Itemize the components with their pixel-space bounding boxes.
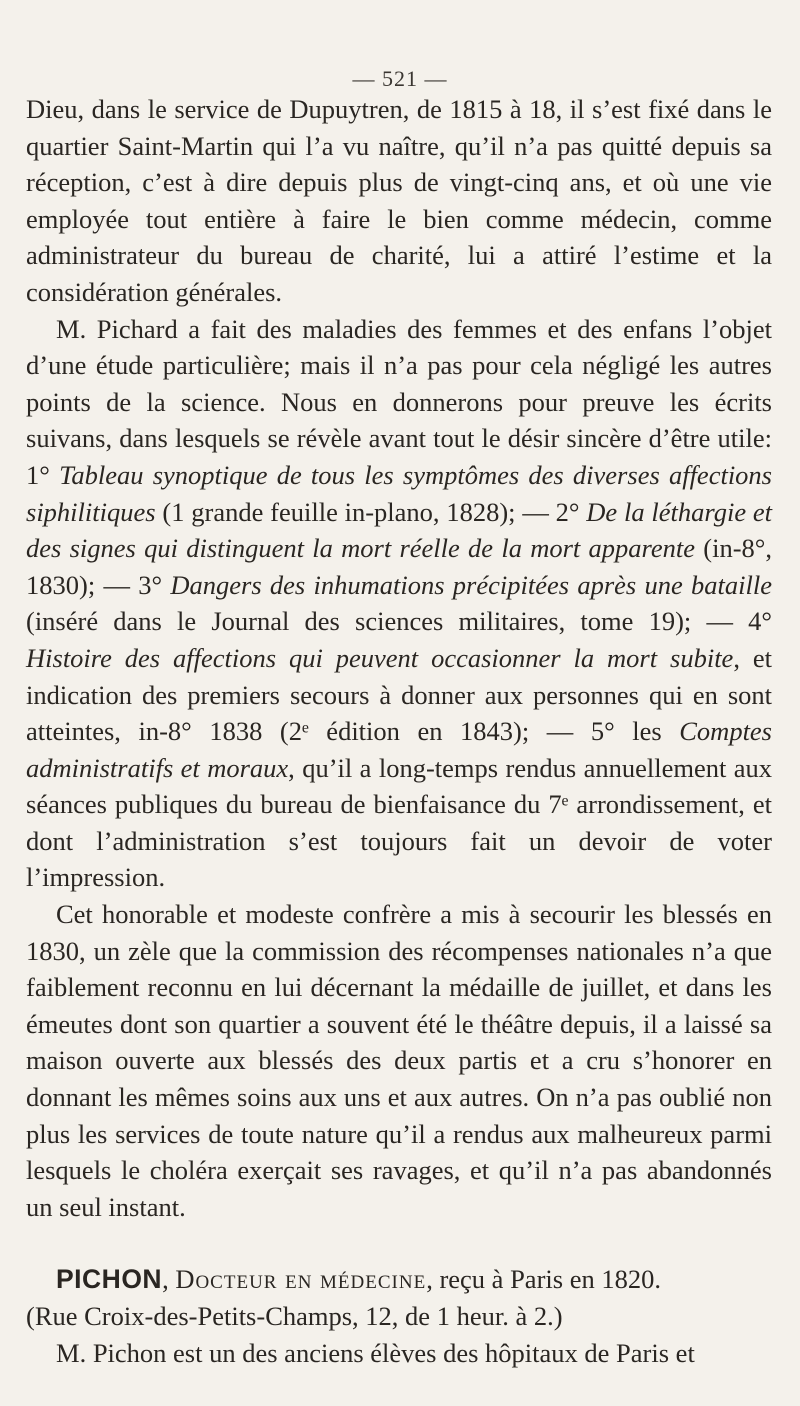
paragraph-pichard-works bbox=[26, 311, 772, 897]
work-title-lethargie: De la léthargie et des signes qui distinguent la mort réelle de la mort apparente bbox=[26, 496, 772, 564]
page-number: — 521 — bbox=[352, 66, 448, 91]
work-detail-1: (1 grande feuille in-plano, 1828); — 2° bbox=[162, 496, 580, 527]
work-detail-5: , qu’il a long-temps rendus annuellement aux séances publiques du bureau de bienfaisance du 7ᵉ arrondissement, et dont l’administration s’est toujours fait un devoir de voter l’impression. bbox=[26, 752, 772, 893]
work-detail-2: (in-8°, 1830); — 3° bbox=[26, 533, 772, 600]
works-intro: M. Pichard a fait des maladies des femmes et des enfans l’objet d’une étude particulière; mais il n’a pas pour cela négligé les autres points de la science. Nous en donnerons pour preuve les écrits suivans, dans lesquels se révèle avant tout le désir sincère d’être utile: 1° bbox=[26, 313, 772, 490]
entry-pichon bbox=[26, 1261, 772, 1371]
entry-title: Docteur en médecine bbox=[175, 1264, 427, 1295]
entry-opening: M. Pichon est un des anciens élèves des hôpitaux de Paris et bbox=[56, 1337, 695, 1368]
paragraph-blesses: Cet honorable et modeste confrère a mis à secourir les blessés en 1830, un zèle que la commission des récompenses nationales n’a que faiblement reconnu en lui décernant la médaille de juillet, et dans les émeutes dont son quartier a souvent été le théâtre depuis, il a laissé sa maison ouverte aux blessés des deux partis et a cru s’honorer en donnant les mêmes soins aux uns et aux autres. On n’a pas oublié non plus les services de toute nature qu’il a rendus aux malheureux parmi lesquels le choléra exerçait ses ravages, et qu’il n’a pas abandonnés un seul instant. bbox=[26, 899, 772, 1222]
work-title-histoire: Histoire des affections qui peuvent occasionner la mort subite bbox=[26, 642, 734, 673]
body-text bbox=[26, 91, 772, 1371]
entry-heading: PICHON, Docteur en médecine, reçu à Paris en 1820. bbox=[56, 1264, 661, 1295]
entry-name: PICHON bbox=[56, 1264, 163, 1295]
work-detail-4: , et indication des premiers secours à donner aux personnes qui en sont atteintes, in-8° 1838 (2ᵉ édition en 1843); — 5° les bbox=[26, 642, 772, 747]
work-title-dangers: Dangers des inhumations précipitées après une bataille bbox=[170, 569, 772, 600]
work-detail-3: (inséré dans le Journal des sciences militaires, tome 19); — 4° bbox=[26, 606, 772, 637]
paragraph-dupuytren: Dieu, dans le service de Dupuytren, de 1815 à 18, il s’est fixé dans le quartier Saint-Martin qui l’a vu naître, qu’il n’a pas quitté depuis sa réception, c’est à dire depuis plus de vingt-cinq ans, et où une vie employée tout entière à faire le bien comme médecin, comme administrateur du bureau de charité, lui a attiré l’estime et la considération générales. bbox=[26, 94, 772, 307]
section-spacer bbox=[26, 1225, 772, 1261]
entry-reception: , reçu à Paris en 1820. bbox=[426, 1264, 661, 1295]
work-title-tableau: Tableau synoptique de tous les symptômes des diverses affections siphilitiques bbox=[26, 459, 772, 527]
work-title-comptes: Comptes administratifs et moraux bbox=[26, 716, 772, 783]
entry-address: (Rue Croix-des-Petits-Champs, 12, de 1 heur. à 2.) bbox=[26, 1301, 563, 1331]
